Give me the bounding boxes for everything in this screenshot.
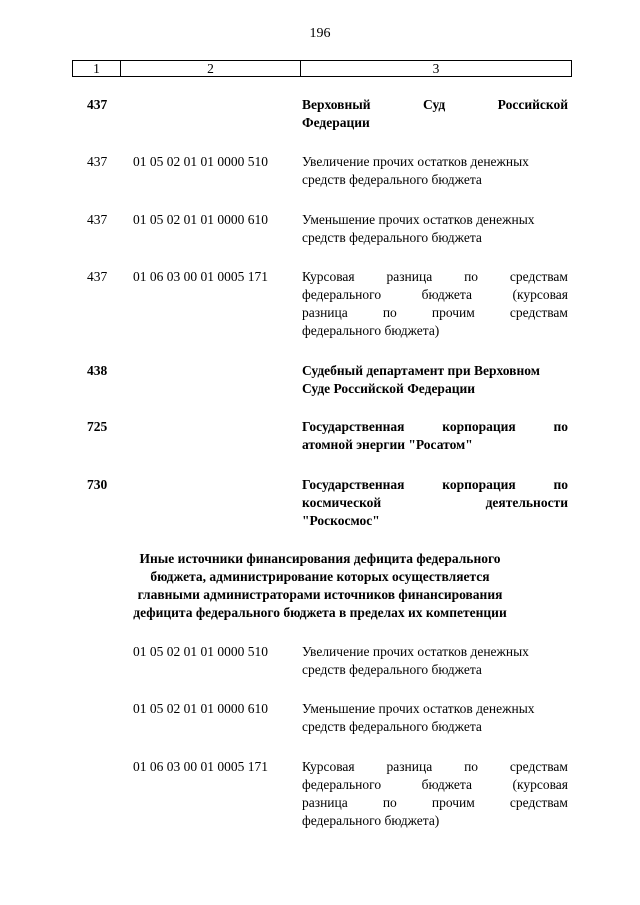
section-title-line: главными администраторами источников финансирования xyxy=(137,587,503,602)
word: (курсовая xyxy=(512,777,568,792)
source-name-line: атомной энергии "Росатом" xyxy=(302,437,473,452)
word: прочим xyxy=(431,305,475,320)
word: прочим xyxy=(431,795,475,810)
source-name-line xyxy=(302,794,568,812)
source-name-line xyxy=(302,286,568,304)
admin-code: 438 xyxy=(87,363,108,378)
word: бюджета xyxy=(421,287,472,302)
admin-code: 437 xyxy=(87,269,108,284)
word: Российской xyxy=(497,97,568,112)
source-name-line: Уменьшение прочих остатков денежных xyxy=(302,212,535,227)
word: федерального xyxy=(302,287,382,302)
source-code: 01 05 02 01 01 0000 510 xyxy=(133,644,268,659)
word: бюджета xyxy=(421,777,472,792)
source-name-line: Судебный департамент при Верховном xyxy=(302,363,540,378)
source-name-line xyxy=(302,268,568,286)
source-name xyxy=(302,362,568,398)
word: разница xyxy=(386,759,433,774)
source-name-line: "Роскосмос" xyxy=(302,513,380,528)
source-name xyxy=(302,643,568,679)
header-col-2: 2 xyxy=(121,61,301,76)
page-number: 196 xyxy=(309,26,331,41)
admin-code: 437 xyxy=(87,154,108,169)
source-name-line: средств федерального бюджета xyxy=(302,172,482,187)
source-name-line xyxy=(302,476,568,494)
header-col-1: 1 xyxy=(73,61,121,76)
source-code: 01 05 02 01 01 0000 610 xyxy=(133,701,268,716)
admin-code: 437 xyxy=(87,97,108,112)
word: средствам xyxy=(509,795,568,810)
word: по xyxy=(382,795,397,810)
word: деятельности xyxy=(485,495,568,510)
word: корпорация xyxy=(442,477,516,492)
word: средствам xyxy=(509,759,568,774)
section-title-line: Иные источники финансирования дефицита федерального xyxy=(139,551,501,566)
section-title xyxy=(120,550,520,622)
source-name-line: Увеличение прочих остатков денежных xyxy=(302,154,529,169)
source-name xyxy=(302,700,568,736)
source-name-line: средств федерального бюджета xyxy=(302,662,482,677)
source-code: 01 06 03 00 01 0005 171 xyxy=(133,269,268,284)
word: Государственная xyxy=(302,419,405,434)
word: Государственная xyxy=(302,477,405,492)
word: средствам xyxy=(509,269,568,284)
source-code: 01 06 03 00 01 0005 171 xyxy=(133,759,268,774)
source-name xyxy=(302,96,568,132)
section-title-line: дефицита федерального бюджета в пределах их компетенции xyxy=(133,605,507,620)
word: по xyxy=(464,269,479,284)
word: (курсовая xyxy=(512,287,568,302)
source-name-line: Суде Российской Федерации xyxy=(302,381,476,396)
source-name-line: федерального бюджета) xyxy=(302,323,440,338)
source-name xyxy=(302,153,568,189)
source-name-line xyxy=(302,304,568,322)
table-header xyxy=(72,60,572,77)
word: по xyxy=(464,759,479,774)
source-name-line: средств федерального бюджета xyxy=(302,719,482,734)
source-name xyxy=(302,476,568,530)
word: средствам xyxy=(509,305,568,320)
word: по xyxy=(382,305,397,320)
source-name-line: федерального бюджета) xyxy=(302,813,440,828)
source-name xyxy=(302,418,568,454)
source-name-line xyxy=(302,758,568,776)
source-name xyxy=(302,211,568,247)
source-name-line: Увеличение прочих остатков денежных xyxy=(302,644,529,659)
admin-code: 437 xyxy=(87,212,108,227)
source-name-line xyxy=(302,494,568,512)
source-code: 01 05 02 01 01 0000 610 xyxy=(133,212,268,227)
header-col-3: 3 xyxy=(432,61,440,76)
word: федерального xyxy=(302,777,382,792)
word: разница xyxy=(386,269,433,284)
word: корпорация xyxy=(442,419,516,434)
word: разница xyxy=(302,795,348,810)
word: космической xyxy=(302,495,382,510)
word: по xyxy=(553,477,568,492)
source-name-line xyxy=(302,96,568,114)
source-code: 01 05 02 01 01 0000 510 xyxy=(133,154,268,169)
word: Верховный xyxy=(302,97,371,112)
source-name xyxy=(302,268,568,340)
word: Суд xyxy=(423,97,446,112)
word: Курсовая xyxy=(302,759,355,774)
section-title-line: бюджета, администрирование которых осуществляется xyxy=(150,569,490,584)
word: разница xyxy=(302,305,348,320)
source-name-line: Федерации xyxy=(302,115,370,130)
source-name-line xyxy=(302,418,568,436)
admin-code: 730 xyxy=(87,477,108,492)
word: по xyxy=(553,419,568,434)
source-name-line: средств федерального бюджета xyxy=(302,230,482,245)
admin-code: 725 xyxy=(87,419,108,434)
source-name-line xyxy=(302,776,568,794)
source-name xyxy=(302,758,568,830)
source-name-line: Уменьшение прочих остатков денежных xyxy=(302,701,535,716)
word: Курсовая xyxy=(302,269,355,284)
